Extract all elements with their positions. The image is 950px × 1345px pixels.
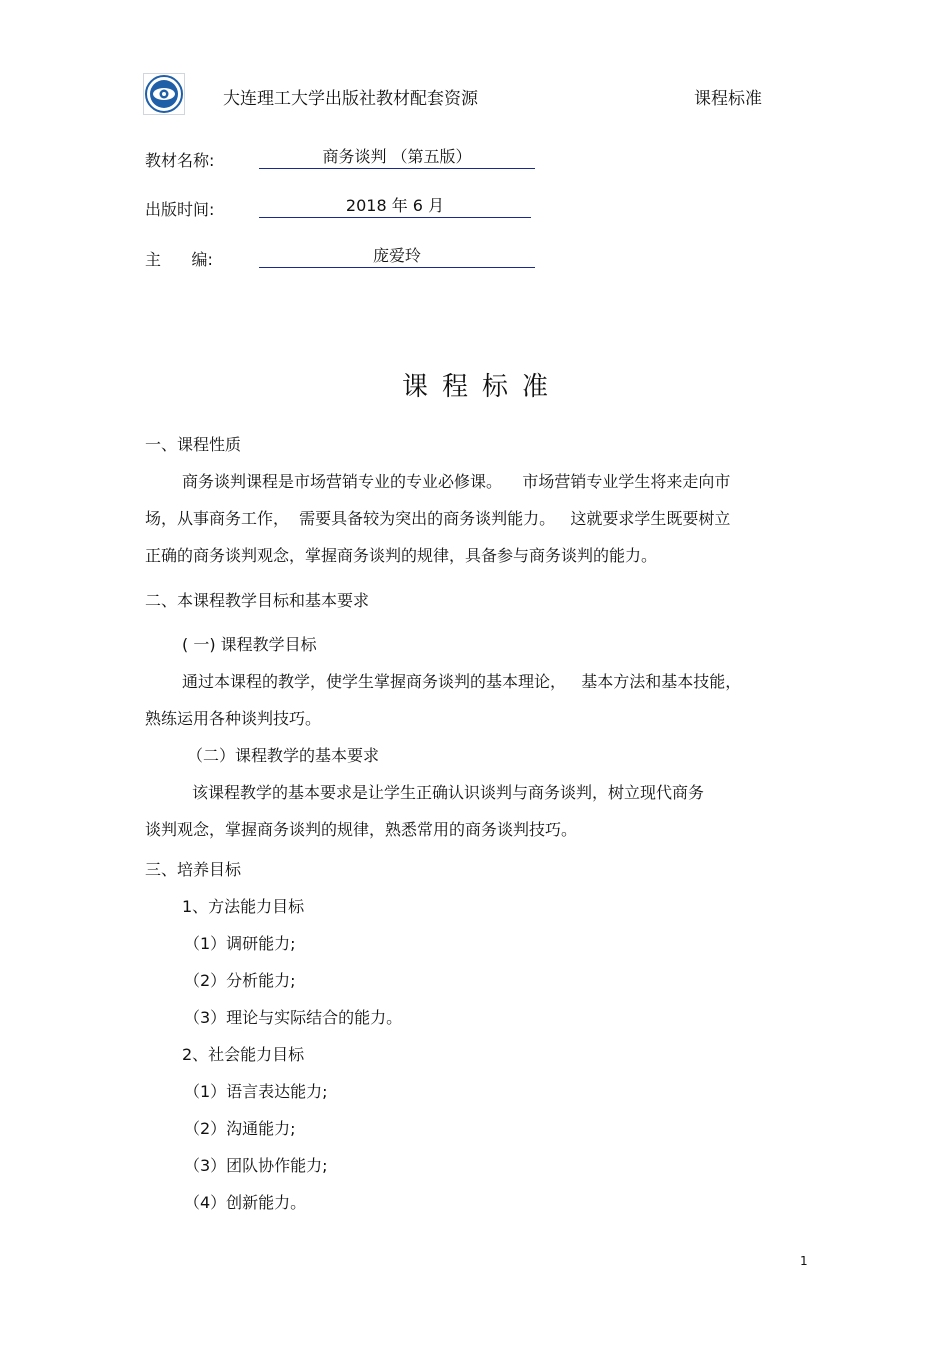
- section-2-sub-1-line-1: 通过本课程的教学，使学生掌握商务谈判的基本理论， 基本方法和基本技能，: [182, 672, 742, 691]
- goal-group-1-item: （2）分析能力;: [184, 971, 296, 990]
- textbook-value: 商务谈判 （第五版）: [259, 146, 535, 169]
- goal-group-1-item: （1）调研能力;: [184, 934, 296, 953]
- goal-group-2-item: （4）创新能力。: [184, 1193, 307, 1212]
- goal-group-2-item: （2）沟通能力;: [184, 1119, 296, 1138]
- section-2-sub-2-line-2: 谈判观念，掌握商务谈判的规律，熟悉常用的商务谈判技巧。: [145, 820, 578, 839]
- goal-group-1-item: （3）理论与实际结合的能力。: [184, 1008, 403, 1027]
- goal-group-2-item: （3）团队协作能力;: [184, 1156, 328, 1175]
- editor-value: 庞爱玲: [259, 245, 535, 268]
- page-number: 1: [800, 1254, 808, 1268]
- publisher-name: 大连理工大学出版社教材配套资源: [223, 89, 478, 109]
- doc-type-label: 课程标准: [694, 89, 762, 109]
- publish-time-label: 出版时间:: [145, 200, 215, 219]
- document-title: 课程标准: [401, 372, 562, 402]
- section-2-sub-1-line-2: 熟练运用各种谈判技巧。: [145, 709, 322, 728]
- section-2-sub-1: ( 一) 课程教学目标: [182, 635, 317, 654]
- editor-label: 主 编:: [145, 250, 213, 269]
- section-3-heading: 三、培养目标: [145, 860, 242, 879]
- section-2-heading: 二、本课程教学目标和基本要求: [145, 591, 370, 610]
- publish-time-value: 2018 年 6 月: [259, 195, 531, 218]
- goal-group-2-heading: 2、社会能力目标: [182, 1045, 305, 1064]
- section-2-sub-2-line-1: 该课程教学的基本要求是让学生正确认识谈判与商务谈判，树立现代商务: [192, 783, 705, 802]
- section-1-heading: 一、课程性质: [145, 435, 242, 454]
- section-2-sub-2: （二）课程教学的基本要求: [187, 746, 380, 765]
- section-1-paragraph-line-2: 场，从事商务工作， 需要具备较为突出的商务谈判能力。 这就要求学生既要树立: [145, 509, 731, 528]
- publisher-logo: [143, 73, 185, 115]
- goal-group-2-item: （1）语言表达能力;: [184, 1082, 328, 1101]
- section-1-paragraph-line-1: 商务谈判课程是市场营销专业的专业必修课。 市场营销专业学生将来走向市: [182, 472, 731, 491]
- textbook-label: 教材名称:: [145, 151, 215, 170]
- section-1-paragraph-line-3: 正确的商务谈判观念，掌握商务谈判的规律，具备参与商务谈判的能力。: [145, 546, 658, 565]
- goal-group-1-heading: 1、方法能力目标: [182, 897, 305, 916]
